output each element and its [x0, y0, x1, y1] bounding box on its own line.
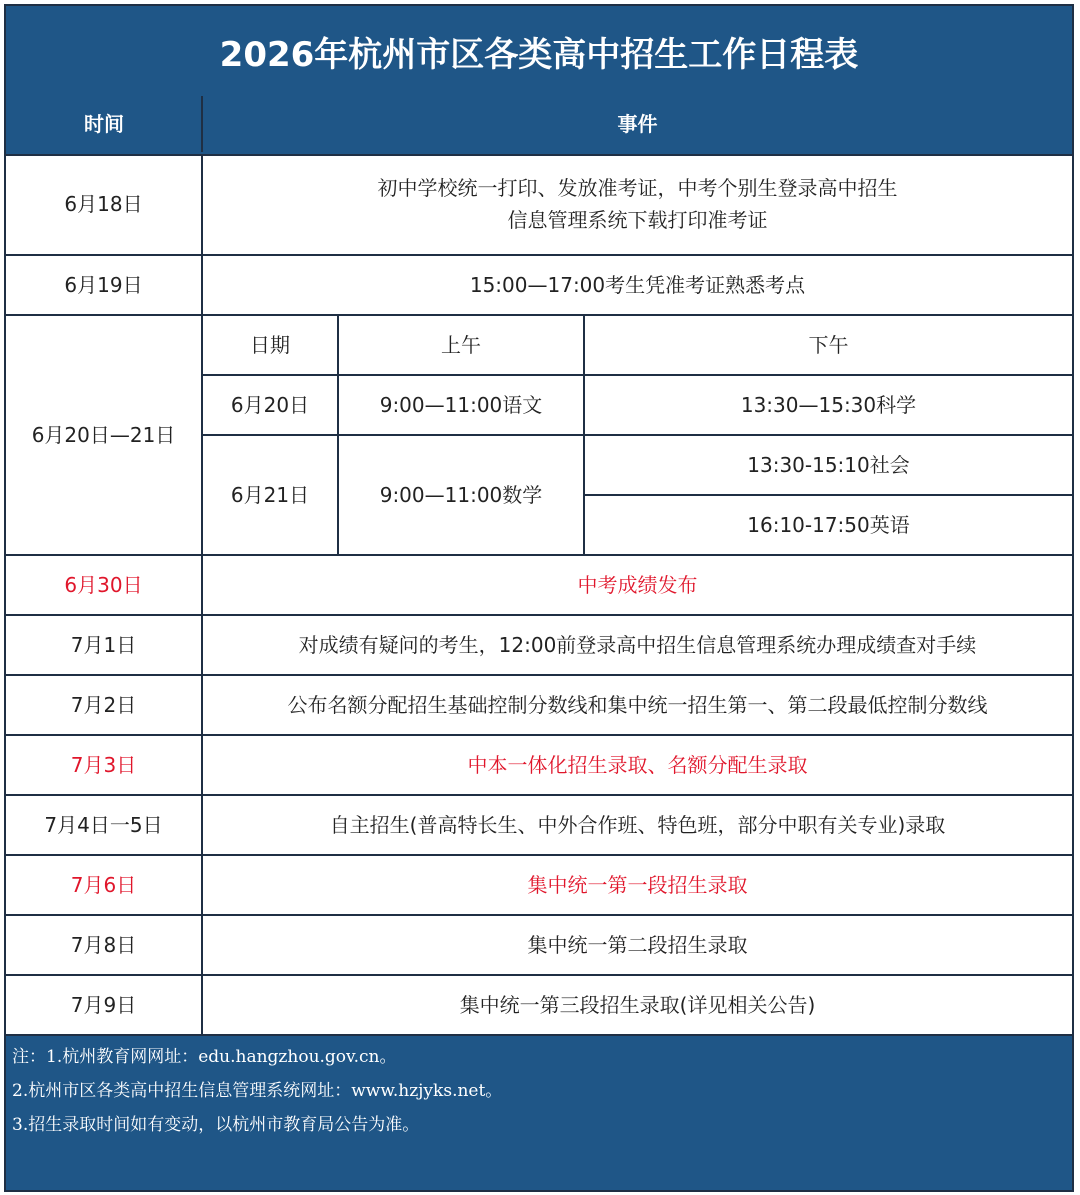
table-row-date: 7月2日: [70, 693, 137, 717]
notes-section: [6, 1034, 1072, 1190]
exam-header-pm: 下午: [808, 333, 849, 357]
exam-pm-subject: 13:30—15:30科学: [740, 393, 917, 417]
exam-pm-subject: 13:30-15:10社会: [747, 453, 910, 477]
note-line: 2.杭州市区各类高中招生信息管理系统网址：www.hzjyks.net。: [12, 1081, 503, 1101]
table-row-event: 中考成绩发布: [577, 573, 698, 597]
table-row-date: 7月8日: [70, 933, 137, 957]
table-row-date: 6月30日: [64, 573, 143, 597]
table-row-event: 集中统一第二段招生录取: [527, 933, 748, 957]
header-event: 事件: [617, 112, 658, 136]
exam-header-date: 日期: [250, 333, 290, 357]
table-row-date: 7月1日: [70, 633, 137, 657]
header-time: 时间: [84, 112, 124, 136]
note-line: 3.招生录取时间如有变动，以杭州市教育局公告为准。: [12, 1115, 420, 1135]
exam-pm-subject: 16:10-17:50英语: [747, 513, 910, 537]
table-row-event: 中本一体化招生录取、名额分配生录取: [467, 753, 808, 777]
table-row-date: 7月9日: [70, 993, 137, 1017]
exam-day-date: 6月20日: [230, 393, 310, 417]
table-row-event: 对成绩有疑问的考生，12:00前登录高中招生信息管理系统办理成绩查对手续: [298, 633, 977, 657]
table-row-date: 7月4日一5日: [44, 813, 163, 837]
exam-day-date: 6月21日: [230, 483, 310, 507]
exam-am-subject: 9:00—11:00数学: [379, 483, 543, 507]
exam-header-am: 上午: [441, 333, 481, 357]
note-line: 注：1.杭州教育网网址：edu.hangzhou.gov.cn。: [12, 1047, 397, 1067]
table-row-date: 6月18日: [64, 192, 143, 216]
table-row-date: 6月19日: [64, 273, 143, 297]
event-line: 信息管理系统下载打印准考证: [507, 208, 768, 232]
event-line: 初中学校统一打印、发放准考证，中考个别生登录高中招生: [377, 176, 898, 200]
table-row-event: 集中统一第三段招生录取(详见相关公告): [459, 993, 816, 1017]
schedule-table: [4, 4, 1074, 1192]
table-row-event: 集中统一第一段招生录取: [527, 873, 748, 897]
table-row-date: 7月3日: [70, 753, 137, 777]
table-row-event: [203, 154, 1072, 254]
table-row-event: 公布名额分配招生基础控制分数线和集中统一招生第一、第二段最低控制分数线: [287, 693, 988, 717]
table-header: [6, 96, 1072, 156]
page-title: 2026年杭州市区各类高中招生工作日程表: [6, 6, 1072, 98]
table-row-date: 7月6日: [70, 873, 137, 897]
table-row-event: 15:00—17:00考生凭准考证熟悉考点: [469, 273, 806, 297]
exam-am-subject: 9:00—11:00语文: [379, 393, 543, 417]
table-row-event: 自主招生(普高特长生、中外合作班、特色班，部分中职有关专业)录取: [329, 813, 946, 837]
table-row-date: 6月20日—21日: [31, 423, 176, 447]
